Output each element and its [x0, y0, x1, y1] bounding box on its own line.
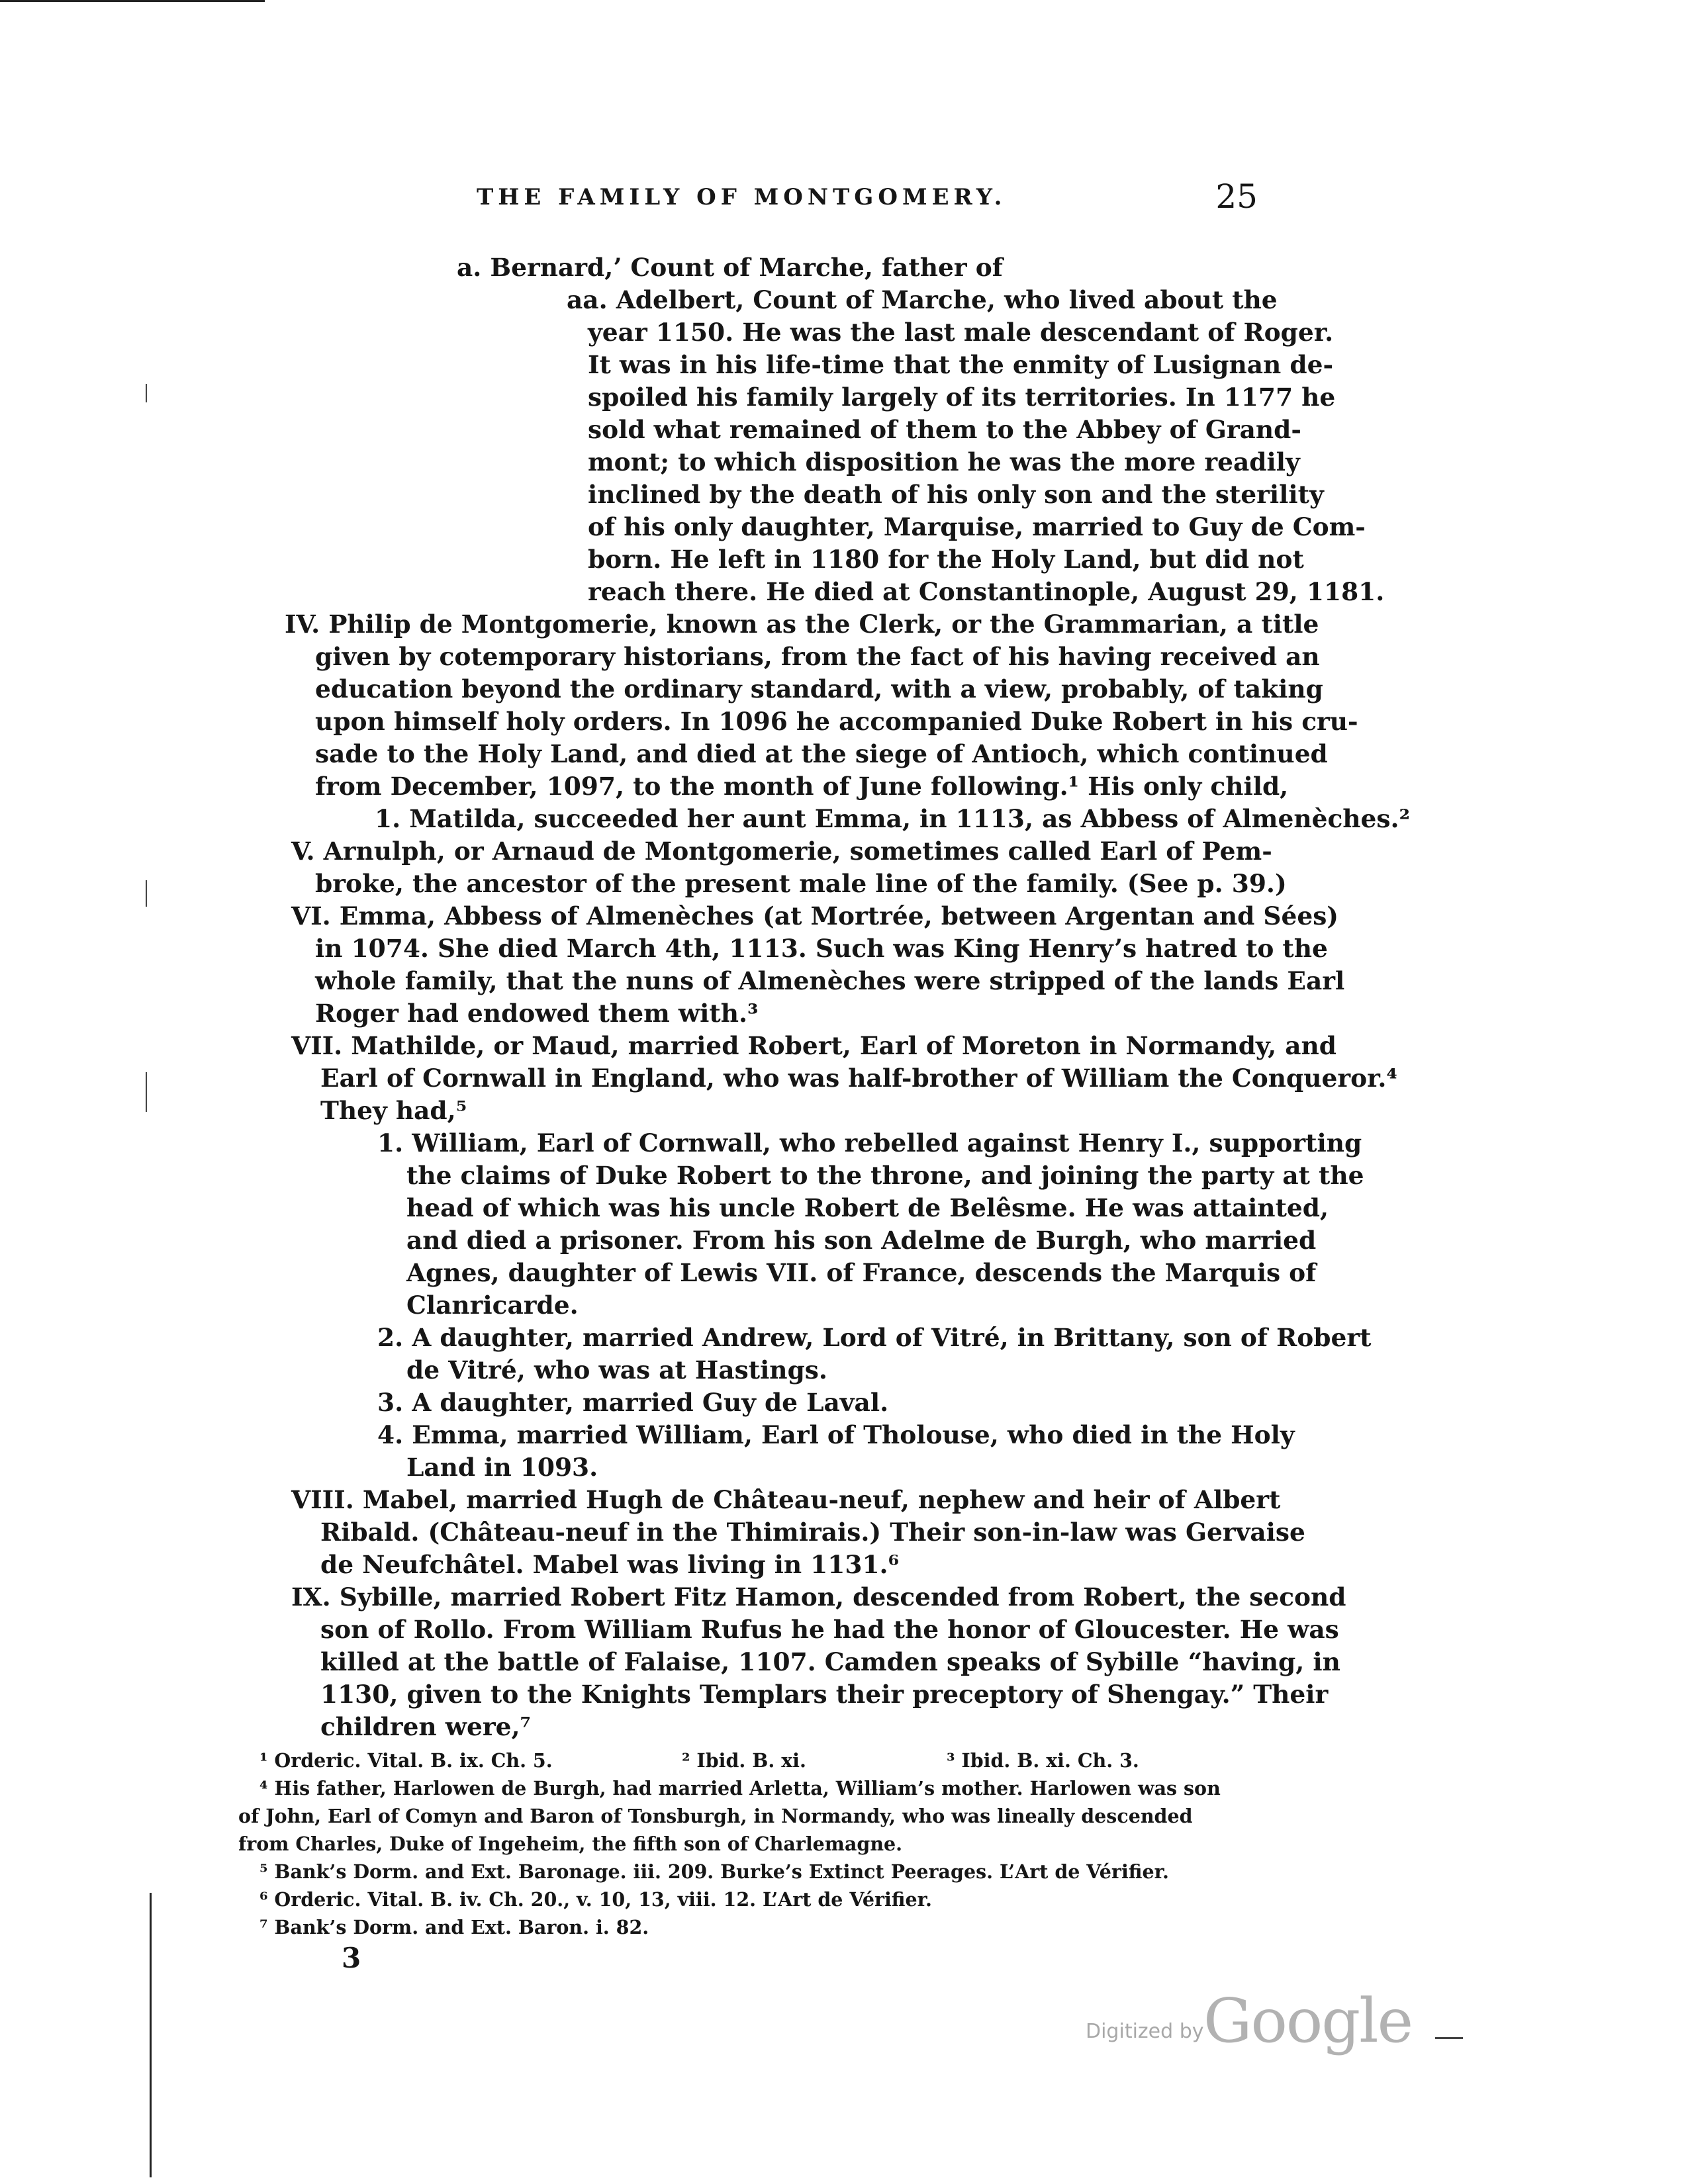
text-line: given by cotemporary historians, from the fact of his having received an: [315, 642, 1320, 671]
text-line: Clanricarde.: [406, 1291, 579, 1320]
text-line: upon himself holy orders. In 1096 he accompanied Duke Robert in his cru-: [315, 707, 1358, 736]
text-line: Land in 1093.: [406, 1453, 598, 1482]
margin-tick: [146, 384, 147, 402]
footnote: ¹ Orderic. Vital. B. ix. Ch. 5.: [259, 1749, 553, 1772]
text-line: sade to the Holy Land, and died at the siege of Antioch, which continued: [315, 739, 1328, 768]
text-line: Earl of Cornwall in England, who was half-brother of William the Conqueror.⁴: [320, 1064, 1397, 1093]
text-line: IX. Sybille, married Robert Fitz Hamon, descended from Robert, the second: [291, 1582, 1346, 1612]
footnote: ⁴ His father, Harlowen de Burgh, had married Arletta, William’s mother. Harlowen was son: [259, 1777, 1221, 1799]
footnote: ⁷ Bank’s Dorm. and Ext. Baron. i. 82.: [259, 1916, 649, 1938]
digitized-by-watermark: [1086, 1985, 1413, 2058]
right-margin-dash: [1435, 2037, 1463, 2039]
text-line: from December, 1097, to the month of June following.¹ His only child,: [315, 772, 1289, 801]
text-line: It was in his life-time that the enmity of Lusignan de-: [588, 350, 1334, 379]
text-line: V. Arnulph, or Arnaud de Montgomerie, sometimes called Earl of Pem-: [291, 837, 1272, 866]
margin-tick: [146, 1072, 147, 1112]
text-line: head of which was his uncle Robert de Belêsme. He was attainted,: [406, 1193, 1329, 1222]
watermark-prefix: Digitized by: [1086, 2020, 1204, 2043]
text-line: de Vitré, who was at Hastings.: [406, 1355, 827, 1385]
text-line: education beyond the ordinary standard, with a view, probably, of taking: [315, 674, 1323, 704]
text-line: They had,⁵: [320, 1096, 467, 1125]
footnote: ⁵ Bank’s Dorm. and Ext. Baronage. iii. 209. Burke’s Extinct Peerages. L’Art de Vérifier.: [259, 1860, 1169, 1883]
margin-tick: [146, 880, 147, 907]
text-line: broke, the ancestor of the present male line of the family. (See p. 39.): [315, 869, 1287, 898]
text-line: of his only daughter, Marquise, married to Guy de Com-: [588, 512, 1366, 541]
text-line: children were,⁷: [320, 1712, 531, 1741]
page-header: [477, 177, 1258, 224]
text-line: 2. A daughter, married Andrew, Lord of Vitré, in Brittany, son of Robert: [377, 1323, 1372, 1352]
text-line: aa. Adelbert, Count of Marche, who lived about the: [567, 285, 1278, 314]
running-title: THE FAMILY OF MONTGOMERY.: [477, 184, 1007, 210]
footnote: ² Ibid. B. xi.: [682, 1749, 806, 1772]
text-line: Roger had endowed them with.³: [315, 999, 759, 1028]
text-line: 3. A daughter, married Guy de Laval.: [377, 1388, 889, 1417]
text-line: 4. Emma, married William, Earl of Tholouse, who died in the Holy: [377, 1420, 1295, 1449]
text-line: in 1074. She died March 4th, 1113. Such was King Henry’s hatred to the: [315, 934, 1328, 963]
text-line: son of Rollo. From William Rufus he had the honor of Gloucester. He was: [320, 1615, 1339, 1644]
text-line: inclined by the death of his only son and the sterility: [588, 480, 1324, 509]
text-line: sold what remained of them to the Abbey of Grand-: [588, 415, 1301, 444]
text-line: killed at the battle of Falaise, 1107. Camden speaks of Sybille “having, in: [320, 1647, 1340, 1676]
text-line: 1. William, Earl of Cornwall, who rebelled against Henry I., supporting: [377, 1128, 1362, 1158]
left-edge-rule: [150, 1893, 152, 2177]
text-line: whole family, that the nuns of Almenèches were stripped of the lands Earl: [315, 966, 1345, 995]
google-logo: Google: [1203, 1985, 1413, 2056]
text-line: year 1150. He was the last male descendant of Roger.: [588, 318, 1334, 347]
text-line: VII. Mathilde, or Maud, married Robert, Earl of Moreton in Normandy, and: [291, 1031, 1337, 1060]
text-line: a. Bernard,’ Count of Marche, father of: [457, 253, 1003, 282]
text-line: Ribald. (Château-neuf in the Thimirais.) Their son-in-law was Gervaise: [320, 1518, 1305, 1547]
text-line: de Neufchâtel. Mabel was living in 1131.⁶: [320, 1550, 900, 1579]
text-line: 1130, given to the Knights Templars their preceptory of Shengay.” Their: [320, 1680, 1329, 1709]
text-line: born. He left in 1180 for the Holy Land, but did not: [588, 545, 1304, 574]
text-line: VIII. Mabel, married Hugh de Château-neuf, nephew and heir of Albert: [291, 1485, 1281, 1514]
text-line: VI. Emma, Abbess of Almenèches (at Mortrée, between Argentan and Sées): [291, 901, 1339, 931]
text-line: and died a prisoner. From his son Adelme de Burgh, who married: [406, 1226, 1317, 1255]
text-line: the claims of Duke Robert to the throne, and joining the party at the: [406, 1161, 1364, 1190]
text-line: 1. Matilda, succeeded her aunt Emma, in 1113, as Abbess of Almenèches.²: [375, 804, 1410, 833]
text-line: reach there. He died at Constantinople, August 29, 1181.: [588, 577, 1385, 606]
text-line: mont; to which disposition he was the more readily: [588, 447, 1300, 477]
top-edge-rule: [0, 0, 265, 2]
signature-mark: 3: [342, 1942, 361, 1974]
text-line: IV. Philip de Montgomerie, known as the Clerk, or the Grammarian, a title: [285, 610, 1319, 639]
footnote: ³ Ibid. B. xi. Ch. 3.: [947, 1749, 1139, 1772]
footnote: ⁶ Orderic. Vital. B. iv. Ch. 20., v. 10, 13, viii. 12. L’Art de Vérifier.: [259, 1888, 932, 1911]
page-number: 25: [1215, 177, 1258, 216]
text-line: Agnes, daughter of Lewis VII. of France, descends the Marquis of: [406, 1258, 1317, 1287]
footnote: from Charles, Duke of Ingeheim, the fifth son of Charlemagne.: [238, 1833, 903, 1855]
footnote: of John, Earl of Comyn and Baron of Tonsburgh, in Normandy, who was lineally descended: [238, 1805, 1193, 1827]
text-line: spoiled his family largely of its territories. In 1177 he: [588, 383, 1336, 412]
